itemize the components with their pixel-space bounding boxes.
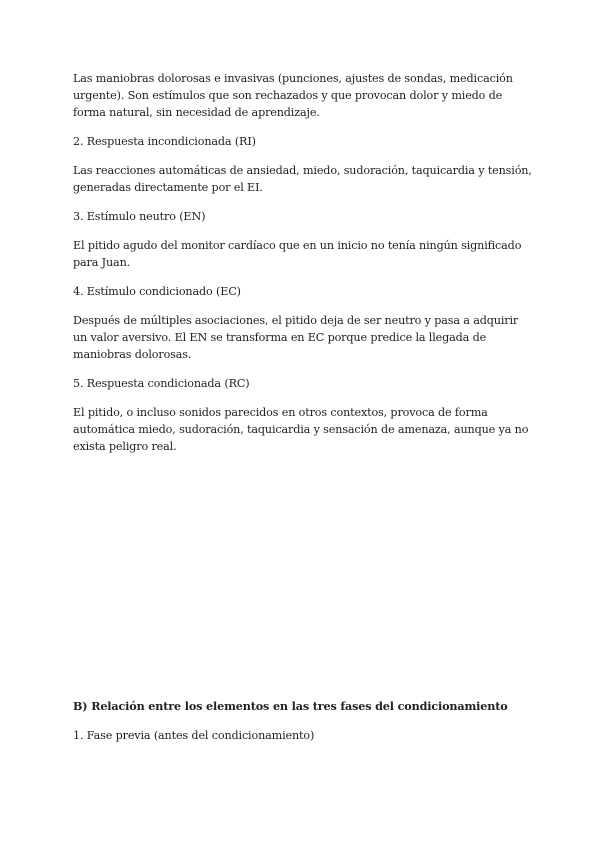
paragraph-rc-description: El pitido, o incluso sonidos parecidos en otros contextos, provoca de forma automática miedo, sudoración, taquicardia y sensación de amenaza, aunque ya no exista peligro real.: [73, 406, 529, 453]
paragraph-ec-description: Después de múltiples asociaciones, el pitido deja de ser neutro y pasa a adquirir un valor aversivo. El EN se transforma en EC porque predice la llegada de maniobras dolorosas.: [73, 314, 519, 361]
paragraph-ei-description: Las maniobras dolorosas e invasivas (punciones, ajustes de sondas, medicación urgente). Son estímulos que son rechazados y que provocan dolor y miedo de forma natural, sin necesidad de aprendizaje.: [73, 72, 513, 119]
paragraph-en-description: El pitido agudo del monitor cardíaco que en un inicio no tenía ningún significado para Juan.: [73, 239, 522, 269]
heading-estimulo-neutro: 3. Estímulo neutro (EN): [73, 210, 206, 223]
paragraph-ri-description: Las reacciones automáticas de ansiedad, miedo, sudoración, taquicardia y tensión, generadas directamente por el EI.: [73, 164, 532, 194]
heading-respuesta-condicionada: 5. Respuesta condicionada (RC): [73, 377, 250, 390]
section-b-heading: B) Relación entre los elementos en las tres fases del condicionamiento: [73, 699, 508, 713]
section-b: [73, 698, 533, 744]
heading-respuesta-incondicionada: 2. Respuesta incondicionada (RI): [73, 135, 256, 148]
section-b-subheading: 1. Fase previa (antes del condicionamiento): [73, 729, 315, 742]
document-body: [73, 70, 533, 455]
heading-estimulo-condicionado: 4. Estímulo condicionado (EC): [73, 285, 241, 298]
